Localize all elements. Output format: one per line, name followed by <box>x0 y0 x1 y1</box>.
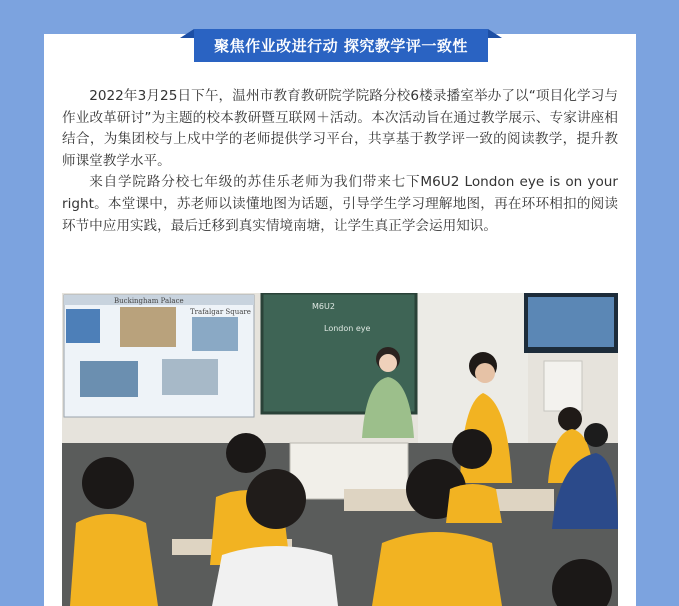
banner-fold-right <box>488 29 502 38</box>
wall-cabinet <box>544 361 582 411</box>
slide-image-building <box>162 359 218 395</box>
banner-fold-left <box>180 29 194 38</box>
slide-label-2: Trafalgar Square <box>190 308 251 316</box>
slide-image-square <box>192 317 238 351</box>
banner-title: 聚焦作业改进行动 探究教学评一致性 <box>194 29 488 62</box>
classroom-photo <box>62 293 618 606</box>
board-text-2: London eye <box>324 324 371 333</box>
slide-label-1: Buckingham Palace <box>114 297 184 305</box>
student-front-right <box>372 532 502 606</box>
classroom-photo-illustration <box>62 293 618 606</box>
article-text <box>62 86 618 237</box>
slide-image-palace <box>120 307 176 347</box>
section-banner <box>180 29 502 62</box>
slide-image-tower-bridge <box>66 309 100 343</box>
paragraph-lesson: 来自学院路分校七年级的苏佳乐老师为我们带来七下M6U2 London eye is on your right。本堂课中，苏老师以读懂地图为话题，引导学生学习理解地图，再在环环相扣的阅读环节中应用实践，最后迁移到真实情境南塘，让学生真正学会运用知识。 <box>62 174 618 234</box>
paragraph-intro: 2022年3月25日下午，温州市教育教研院学院路分校6楼录播室举办了以“项目化学习与作业改革研讨”为主题的校本教研暨互联网＋活动。本次活动旨在通过教学展示、专家讲座相结合，为集团校与上戍中学的老师提供学习平台，共享基于教学评一致的阅读教学，提升教师课堂教学水平。 <box>62 88 618 169</box>
board-text-1: M6U2 <box>312 302 335 311</box>
slide-image-street <box>80 361 138 397</box>
student-front-left <box>70 514 158 606</box>
student-white-shirt <box>212 546 338 606</box>
